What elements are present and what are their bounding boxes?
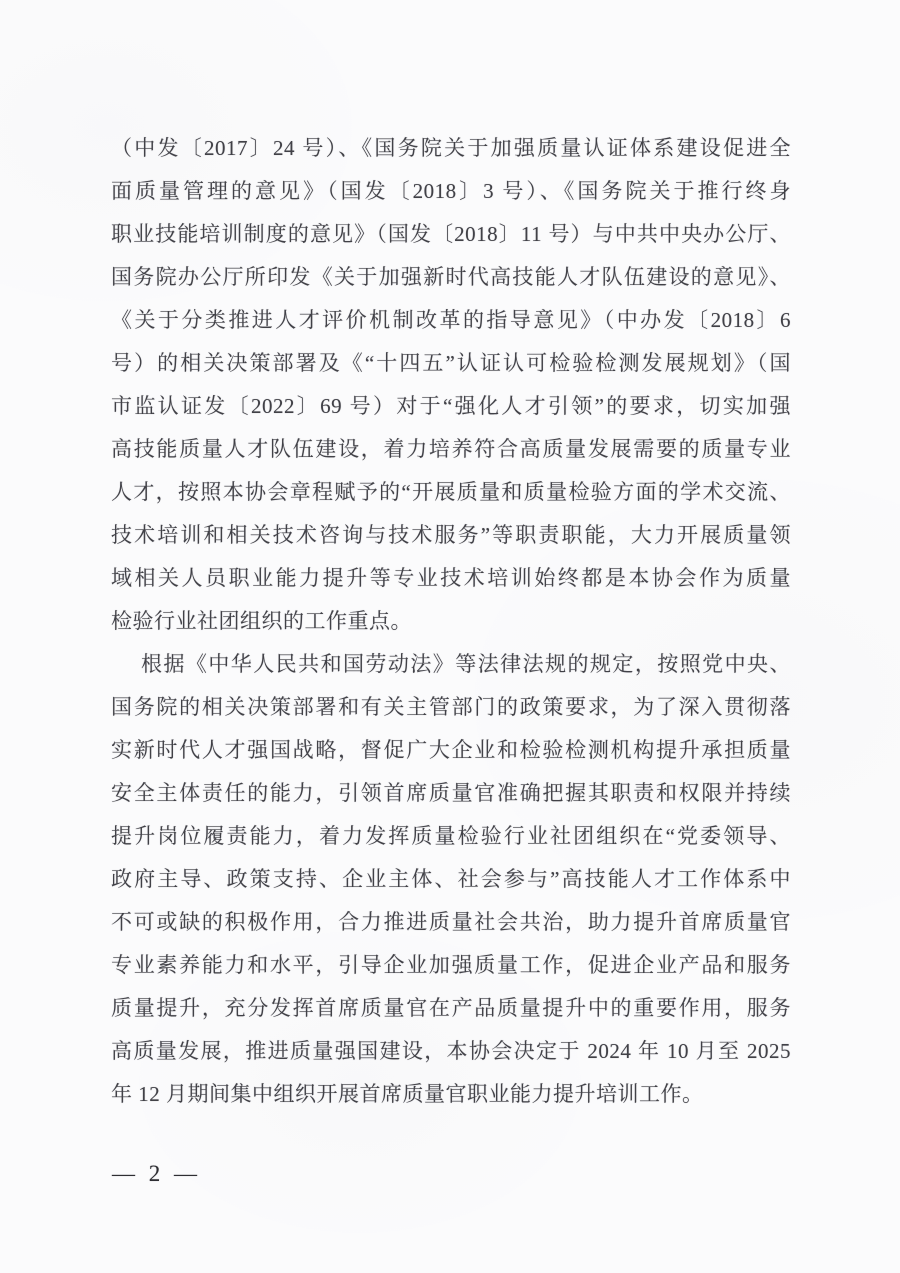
body-paragraph	[111, 643, 791, 1116]
text-line: 检验行业社团组织的工作重点。	[111, 609, 412, 633]
text-line: 技术培训和相关技术咨询与技术服务”等职责职能，大力开展质量领	[111, 523, 791, 547]
text-line: 年 12 月期间集中组织开展首席质量官职业能力提升培训工作。	[111, 1082, 704, 1106]
text-line: 人才，按照本协会章程赋予的“开展质量和质量检验方面的学术交流、	[111, 480, 791, 504]
text-line: 根据《中华人民共和国劳动法》等法律法规的规定，按照党中央、	[141, 652, 791, 676]
text-line: 高质量发展，推进质量强国建设，本协会决定于 2024 年 10 月至 2025	[111, 1039, 791, 1063]
text-line: 实新时代人才强国战略，督促广大企业和检验检测机构提升承担质量	[111, 738, 791, 762]
text-line: 专业素养能力和水平，引导企业加强质量工作，促进企业产品和服务	[111, 953, 791, 977]
document-body	[111, 127, 791, 1116]
text-line: 国务院的相关决策部署和有关主管部门的政策要求，为了深入贯彻落	[111, 695, 791, 719]
text-line: 面质量管理的意见》（国发〔2018〕3 号）、《国务院关于推行终身	[111, 179, 791, 203]
page-number: — 2 —	[112, 1161, 201, 1186]
text-line: 质量提升，充分发挥首席质量官在产品质量提升中的重要作用，服务	[111, 996, 791, 1020]
text-line: 号）的相关决策部署及《“十四五”认证认可检验检测发展规划》（国	[111, 351, 791, 375]
text-line: （中发〔2017〕24 号）、《国务院关于加强质量认证体系建设促进全	[111, 136, 791, 160]
text-line: 政府主导、政策支持、企业主体、社会参与”高技能人才工作体系中	[111, 867, 791, 891]
text-line: 职业技能培训制度的意见》（国发〔2018〕11 号）与中共中央办公厅、	[111, 222, 791, 246]
text-line: 域相关人员职业能力提升等专业技术培训始终都是本协会作为质量	[111, 566, 791, 590]
text-line: 高技能质量人才队伍建设，着力培养符合高质量发展需要的质量专业	[111, 437, 791, 461]
text-line: 不可或缺的积极作用，合力推进质量社会共治，助力提升首席质量官	[111, 910, 791, 934]
text-line: 安全主体责任的能力，引领首席质量官准确把握其职责和权限并持续	[111, 781, 791, 805]
text-line: 国务院办公厅所印发《关于加强新时代高技能人才队伍建设的意见》、	[111, 265, 791, 289]
text-line: 市监认证发〔2022〕69 号）对于“强化人才引领”的要求，切实加强	[111, 394, 791, 418]
text-line: 提升岗位履责能力，着力发挥质量检验行业社团组织在“党委领导、	[111, 824, 791, 848]
body-paragraph	[111, 127, 791, 643]
text-line: 《关于分类推进人才评价机制改革的指导意见》（中办发〔2018〕6	[111, 308, 791, 332]
